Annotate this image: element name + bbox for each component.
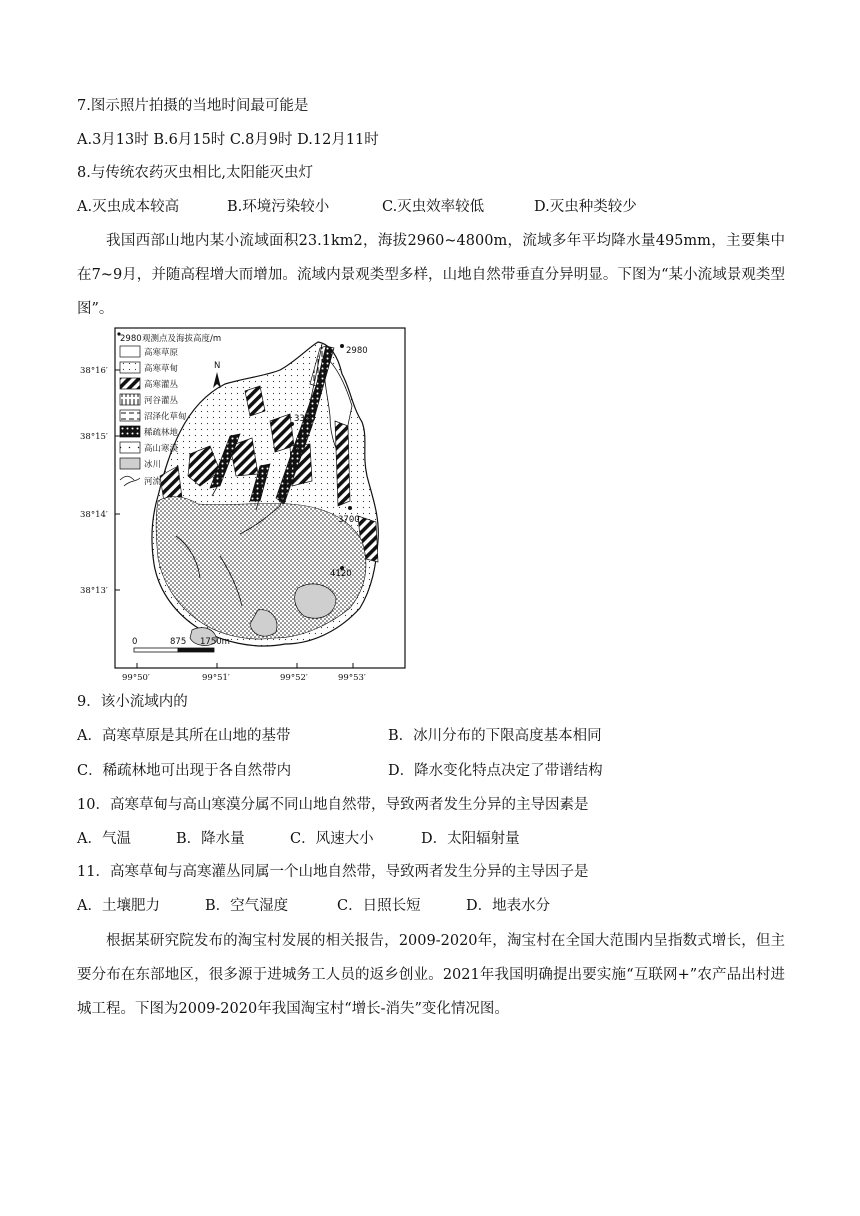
q11-stem: 11．高寒草甸与高寒灌丛同属一个山地自然带，导致两者发生分异的主导因子是 (77, 864, 589, 880)
scale-bar (134, 648, 178, 652)
legend-label: 稀疏林地 (144, 428, 179, 438)
legend-swatch-alpine-steppe (120, 346, 140, 357)
passage-watershed: 我国西部山地内某小流域面积23.1km2，海拔2960~4800m，流域多年平均降水量495mm，主要集中在7~9月，并随高程增大而增加。流域内景观类型多样，山地自然带垂直分异明显。下图为“某小流域景观类型图”。 (77, 233, 785, 317)
scale-label: 1750m (200, 637, 230, 647)
point-label: 3320 (294, 414, 316, 424)
lon-tick-label: 99°50′ (122, 673, 150, 682)
q8-stem: 8.与传统农药灭虫相比,太阳能灭虫灯 (77, 165, 313, 181)
passage-taobao-village: 根据某研究院发布的淘宝村发展的相关报告，2009-2020年，淘宝村在全国大范围内呈指数式增长，但主要分布在东部地区，很多源于进城务工人员的返乡创业。2021年我国明确提出要实施“互联网+”农产品出村进城工程。下图为2009-2020年我国淘宝村“增长-消失”变化情况图。 (77, 933, 785, 1017)
north-arrow-icon (213, 372, 221, 388)
legend-point-value: 2980 (120, 334, 142, 344)
q9-option-c: C．稀疏林地可出现于各自然带内 (77, 763, 292, 779)
scale-label: 0 (132, 637, 138, 647)
legend-label: 高山寒漠 (144, 444, 179, 454)
q10-option-c: C．风速大小 (290, 831, 374, 847)
north-label: N (214, 361, 221, 371)
legend-label: 沼泽化草甸 (144, 412, 187, 422)
q11-option-b: B．空气湿度 (205, 898, 289, 914)
lat-tick-label: 38°16′ (80, 366, 108, 376)
lat-tick-label: 38°14′ (80, 510, 108, 520)
legend-title: 观测点及海拔高度/m (142, 334, 222, 344)
q7-options: A.3月13时 B.6月15时 C.8月9时 D.12月11时 (77, 132, 379, 148)
legend-swatch-valley-shrub (120, 394, 140, 405)
legend-label: 冰川 (144, 460, 162, 470)
q10-option-d: D．太阳辐射量 (421, 831, 520, 847)
legend-label: 河流 (144, 477, 162, 487)
q10-stem: 10．高寒草甸与高山寒漠分属不同山地自然带，导致两者发生分异的主导因素是 (77, 797, 589, 813)
point-label: 2980 (346, 346, 368, 356)
q11-option-a: A．土壤肥力 (77, 898, 160, 914)
legend-swatch-glacier (120, 458, 140, 469)
legend-swatch-alpine-meadow (120, 362, 140, 373)
q11-option-c: C．日照长短 (337, 898, 421, 914)
q10-option-a: A．气温 (77, 831, 131, 847)
q7-stem: 7.图示照片拍摄的当地时间最可能是 (77, 98, 309, 114)
legend-swatch-river (120, 476, 140, 486)
q9-option-a: A．高寒草原是其所在山地的基带 (77, 728, 291, 744)
q8-option-a: A.灭虫成本较高 (77, 199, 180, 215)
lon-tick-label: 99°53′ (338, 673, 366, 682)
lon-tick-label: 99°51′ (202, 673, 230, 682)
scale-label: 875 (170, 637, 187, 647)
alpine-shrub-patch (335, 421, 350, 506)
scale-bar (178, 648, 214, 652)
q11-option-d: D．地表水分 (466, 898, 551, 914)
lon-tick-label: 99°52′ (280, 673, 308, 682)
legend-swatch-alpine-shrub (120, 378, 140, 389)
q9-stem: 9．该小流域内的 (77, 694, 188, 710)
q8-option-b: B.环境污染较小 (227, 199, 330, 215)
lat-tick-label: 38°13′ (80, 586, 108, 596)
legend-label: 高寒草甸 (144, 364, 179, 374)
q9-option-b: B．冰川分布的下限高度基本相同 (388, 728, 602, 744)
legend-swatch-sparse-forest (120, 426, 140, 437)
point-label: 3700 (338, 515, 360, 525)
observation-point (340, 344, 344, 348)
q9-option-d: D．降水变化特点决定了带谱结构 (388, 763, 603, 779)
legend-label: 高寒灌丛 (144, 380, 179, 390)
watershed-landscape-map (80, 326, 410, 682)
legend-label: 高寒草原 (144, 348, 179, 358)
glacier-patch (295, 584, 336, 618)
observation-point (348, 506, 352, 510)
lat-tick-label: 38°15′ (80, 432, 108, 442)
legend-swatch-marsh-meadow (120, 410, 140, 421)
q10-option-b: B．降水量 (176, 831, 245, 847)
legend-label: 河谷灌丛 (144, 396, 179, 406)
q8-option-d: D.灭虫种类较少 (534, 199, 637, 215)
legend-swatch-cold-desert (120, 442, 140, 453)
point-label: 4120 (330, 569, 352, 579)
q8-option-c: C.灭虫效率较低 (382, 199, 485, 215)
